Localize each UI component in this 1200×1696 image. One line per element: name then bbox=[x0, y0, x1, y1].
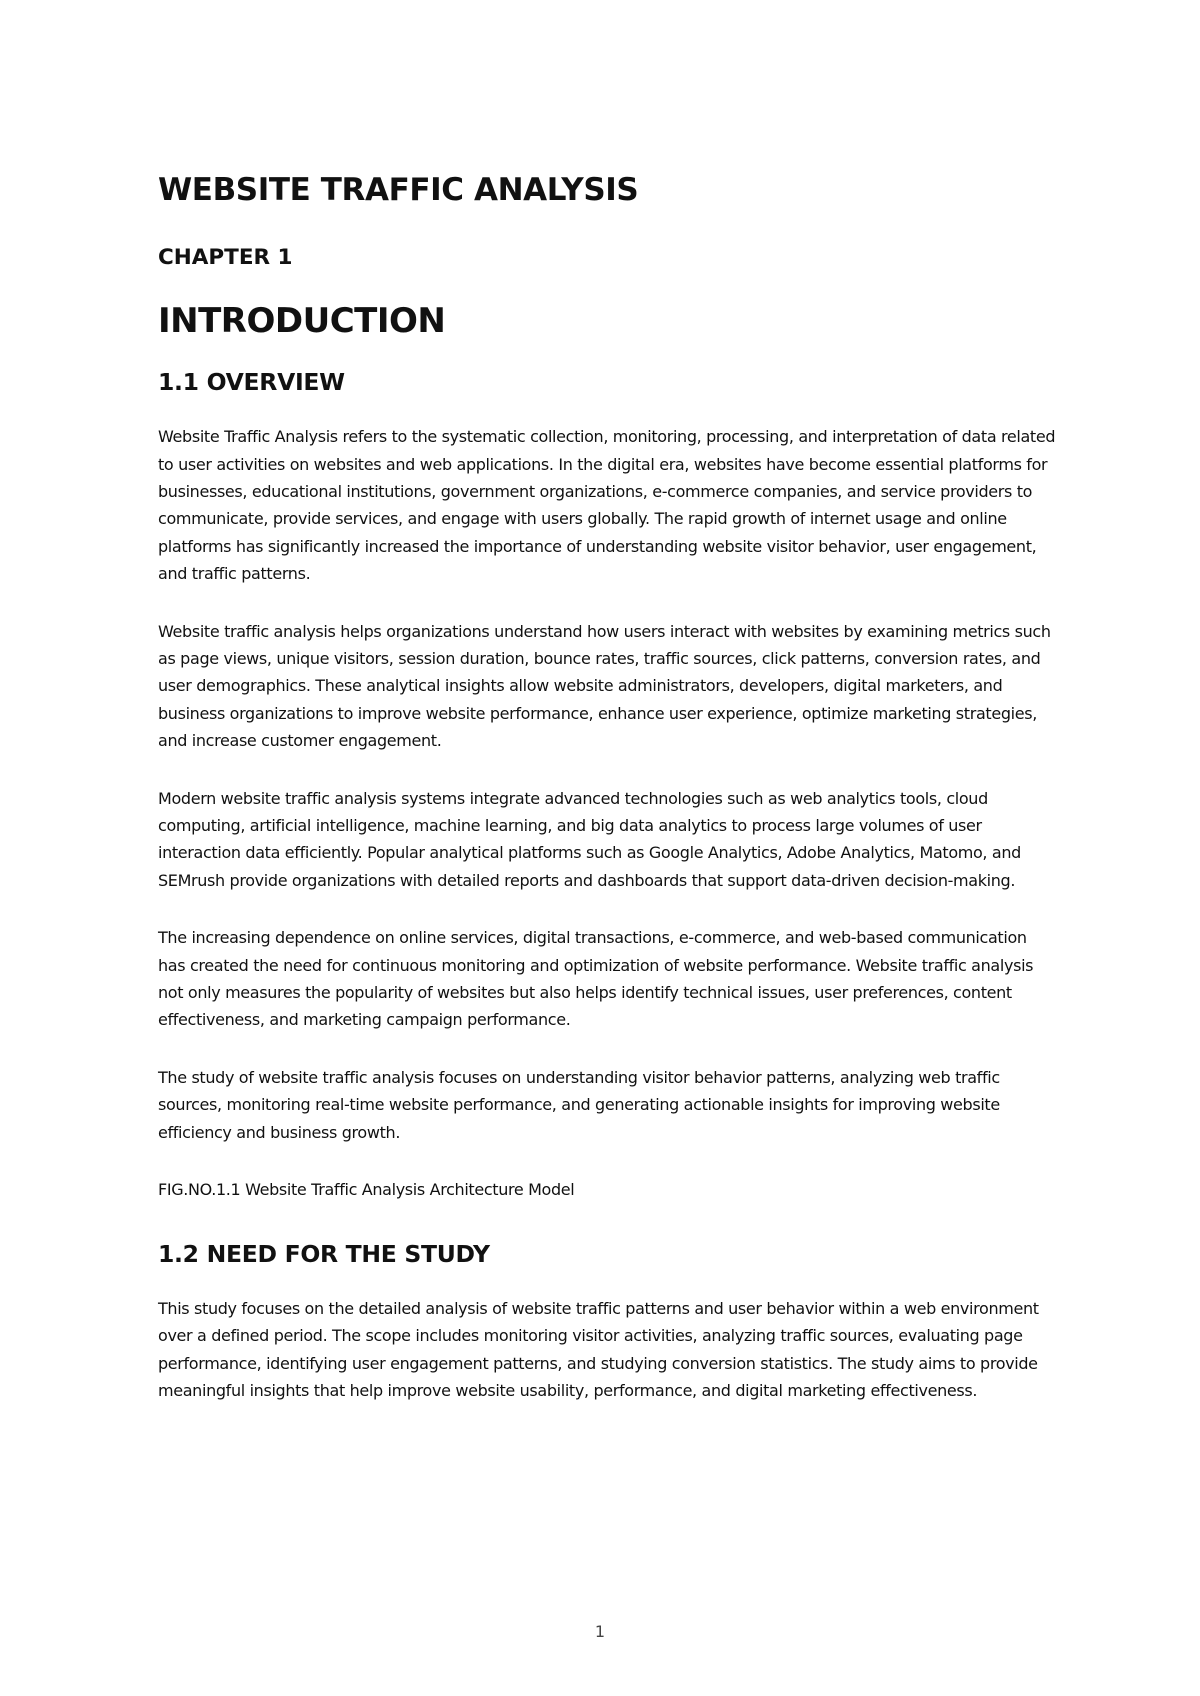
overview-paragraph: The study of website traffic analysis focuses on understanding visitor behavior patterns, analyzing web traffic sources, monitoring real-time website performance, and generating actionable insights for improving website efficiency and business growth. bbox=[158, 1067, 1000, 1142]
page-number: 1 bbox=[594, 1622, 606, 1641]
need-for-study-paragraph: This study focuses on the detailed analysis of website traffic patterns and user behavior within a web environment over a defined period. The scope includes monitoring visitor activities, analyzing traffic sources, evaluating page performance, identifying user engagement patterns, and studying conversion statistics. The study aims to provide meaningful insights that help improve website usability, performance, and digital marketing effectiveness. bbox=[158, 1298, 1039, 1401]
document-title: WEBSITE TRAFFIC ANALYSIS bbox=[158, 172, 639, 208]
overview-paragraph: The increasing dependence on online services, digital transactions, e-commerce, and web-based communication has created the need for continuous monitoring and optimization of website performance. Website traffic analysis not only measures the popularity of websites but also helps identify technical issues, user preferences, content effectiveness, and marketing campaign performance. bbox=[158, 928, 1034, 1030]
overview-paragraph: Website traffic analysis helps organizations understand how users interact with websites by examining metrics such as page views, unique visitors, session duration, bounce rates, traffic sources, click patterns, conversion rates, and user demographics. These analytical insights allow website administrators, developers, digital marketers, and business organizations to improve website performance, enhance user experience, optimize marketing strategies, and increase customer engagement. bbox=[158, 621, 1051, 751]
figure-caption: FIG.NO.1.1 Website Traffic Analysis Architecture Model bbox=[158, 1180, 575, 1200]
chapter-title: INTRODUCTION bbox=[158, 300, 446, 341]
chapter-label: CHAPTER 1 bbox=[158, 245, 293, 271]
section-heading-overview: 1.1 OVERVIEW bbox=[158, 367, 345, 396]
section-heading-need-for-study: 1.2 NEED FOR THE STUDY bbox=[158, 1239, 490, 1268]
overview-paragraph: Website Traffic Analysis refers to the systematic collection, monitoring, processing, and interpretation of data related to user activities on websites and web applications. In the digital era, websites have become essential platforms for businesses, educational institutions, government organizations, e-commerce companies, and service providers to communicate, provide services, and engage with users globally. The rapid growth of internet usage and online platforms has significantly increased the importance of understanding website visitor behavior, user engagement, and traffic patterns. bbox=[158, 427, 1056, 584]
overview-paragraph: Modern website traffic analysis systems integrate advanced technologies such as web analytics tools, cloud computing, artificial intelligence, machine learning, and big data analytics to process large volumes of user interaction data efficiently. Popular analytical platforms such as Google Analytics, Adobe Analytics, Matomo, and SEMrush provide organizations with detailed reports and dashboards that support data-driven decision-making. bbox=[158, 788, 1021, 890]
page-content bbox=[158, 172, 1058, 1405]
